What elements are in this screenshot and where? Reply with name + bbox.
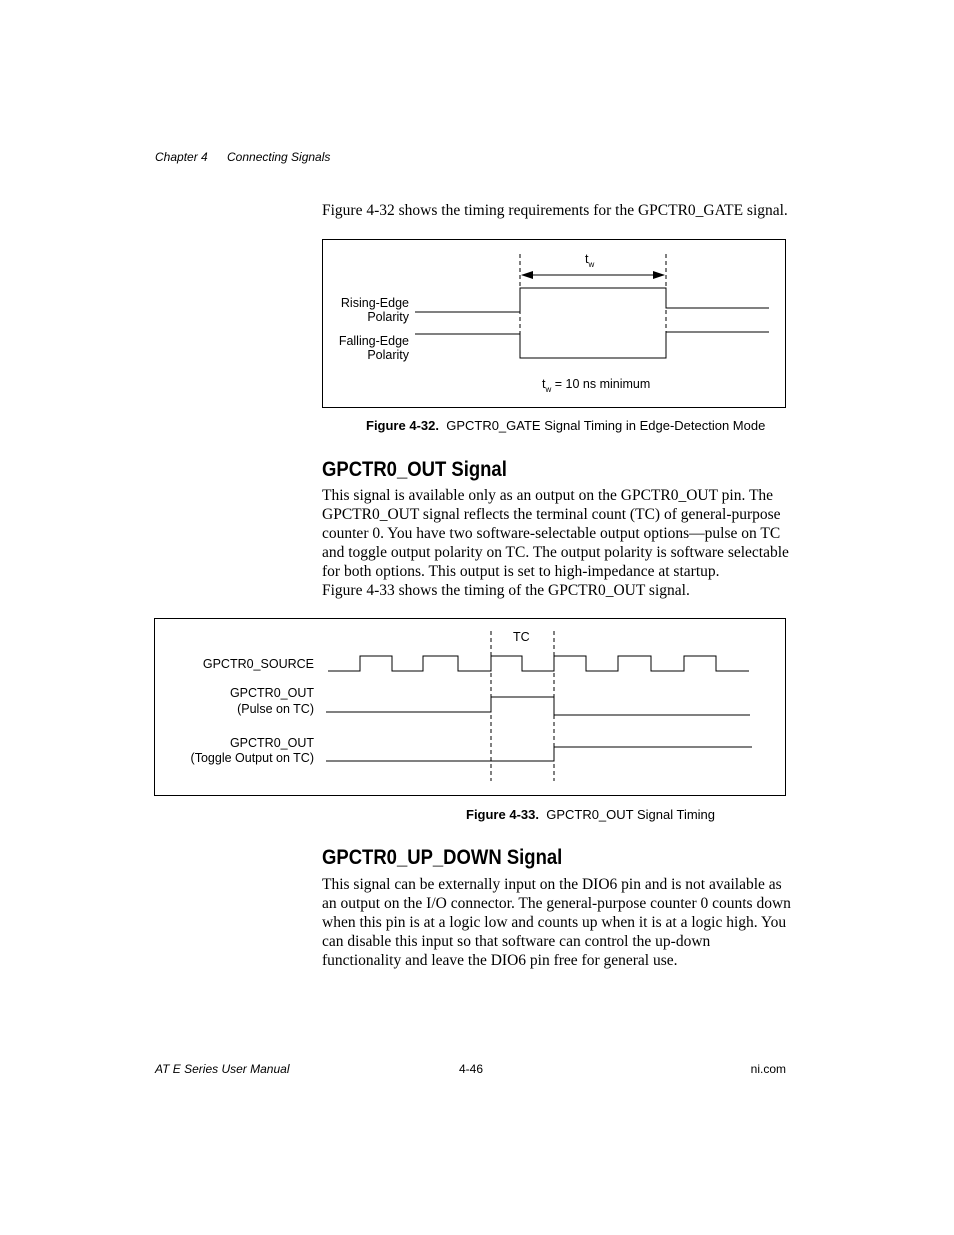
figure-4-33-diagram xyxy=(155,619,785,795)
figure-4-32-caption xyxy=(366,418,765,433)
header-chapter: Chapter 4 xyxy=(155,150,208,164)
footer-manual: AT E Series User Manual xyxy=(155,1062,290,1076)
section-out-line: counter 0. You have two software-selectable output options—pulse on TC xyxy=(322,525,781,542)
section-out-line: and toggle output polarity on TC. The output polarity is software selectable xyxy=(322,544,789,561)
tw-label: $t_w$ xyxy=(585,252,595,269)
gpctr0-source-waveform xyxy=(328,656,749,671)
figure-4-32-box xyxy=(322,239,786,408)
figure-4-33-caption xyxy=(466,807,715,822)
rising-edge-label-2: Polarity xyxy=(367,310,409,324)
falling-edge-label-2: Polarity xyxy=(367,348,409,362)
gpctr0-out-toggle-label-1: GPCTR0_OUT xyxy=(229,736,314,750)
footer-page-number: 4-46 xyxy=(459,1062,484,1076)
section-updown-line: This signal can be externally input on the DIO6 pin and is not available as xyxy=(322,876,782,893)
section-out-line: This signal is available only as an output on the GPCTR0_OUT pin. The xyxy=(322,487,774,504)
rising-edge-waveform xyxy=(415,288,769,312)
figure-4-33-caption-label: Figure 4-33. xyxy=(466,807,539,822)
header-section: Connecting Signals xyxy=(227,150,331,164)
section-out-paragraph xyxy=(322,486,792,600)
section-out-line: for both options. This output is set to high-impedance at startup. xyxy=(322,563,720,580)
figure-4-33-box xyxy=(154,618,786,796)
section-updown-heading: GPCTR0_UP_DOWN Signal xyxy=(322,846,563,869)
section-out-line: GPCTR0_OUT signal reflects the terminal count (TC) of general-purpose xyxy=(322,506,781,523)
section-updown-heading-wrap xyxy=(322,846,595,870)
section-out-line: Figure 4-33 shows the timing of the GPCTR0_OUT signal. xyxy=(322,582,690,599)
gpctr0-out-toggle-waveform xyxy=(326,747,752,761)
falling-edge-waveform xyxy=(415,332,769,358)
rising-edge-label-1: Rising-Edge xyxy=(340,296,409,310)
section-out-heading-wrap xyxy=(322,458,532,482)
gpctr0-source-label: GPCTR0_SOURCE xyxy=(202,657,314,671)
figure-4-32-caption-label: Figure 4-32. xyxy=(366,418,439,433)
tc-label: TC xyxy=(513,630,530,644)
tw-arrow-right-head xyxy=(653,271,665,279)
tw-arrow-left-head xyxy=(521,271,533,279)
gpctr0-out-pulse-label-2: (Pulse on TC) xyxy=(237,702,314,716)
figure-4-32-caption-text: GPCTR0_GATE Signal Timing in Edge-Detection Mode xyxy=(446,418,766,433)
section-updown-line: when this pin is at a logic low and counts up when it is at a logic high. You xyxy=(322,914,787,931)
falling-edge-label-1: Falling-Edge xyxy=(338,334,409,348)
tw-minimum-label: $t_w = 10$ ns minimum xyxy=(542,377,651,394)
section-updown-paragraph xyxy=(322,875,792,970)
gpctr0-out-toggle-label-2: (Toggle Output on TC) xyxy=(190,751,314,765)
footer-site: ni.com xyxy=(750,1062,786,1076)
section-updown-line: can disable this input so that software can control the up-down xyxy=(322,933,711,950)
section-updown-line: an output on the I/O connector. The general-purpose counter 0 counts down xyxy=(322,895,791,912)
figure-4-33-caption-text: GPCTR0_OUT Signal Timing xyxy=(546,807,716,822)
gpctr0-out-pulse-waveform xyxy=(326,697,750,715)
section-updown-line: functionality and leave the DIO6 pin free for general use. xyxy=(322,952,678,969)
gpctr0-out-pulse-label-1: GPCTR0_OUT xyxy=(229,686,314,700)
intro-sentence: Figure 4-32 shows the timing requirements for the GPCTR0_GATE signal. xyxy=(322,202,788,219)
figure-4-32-diagram xyxy=(323,240,785,407)
section-out-heading: GPCTR0_OUT Signal xyxy=(322,458,507,481)
